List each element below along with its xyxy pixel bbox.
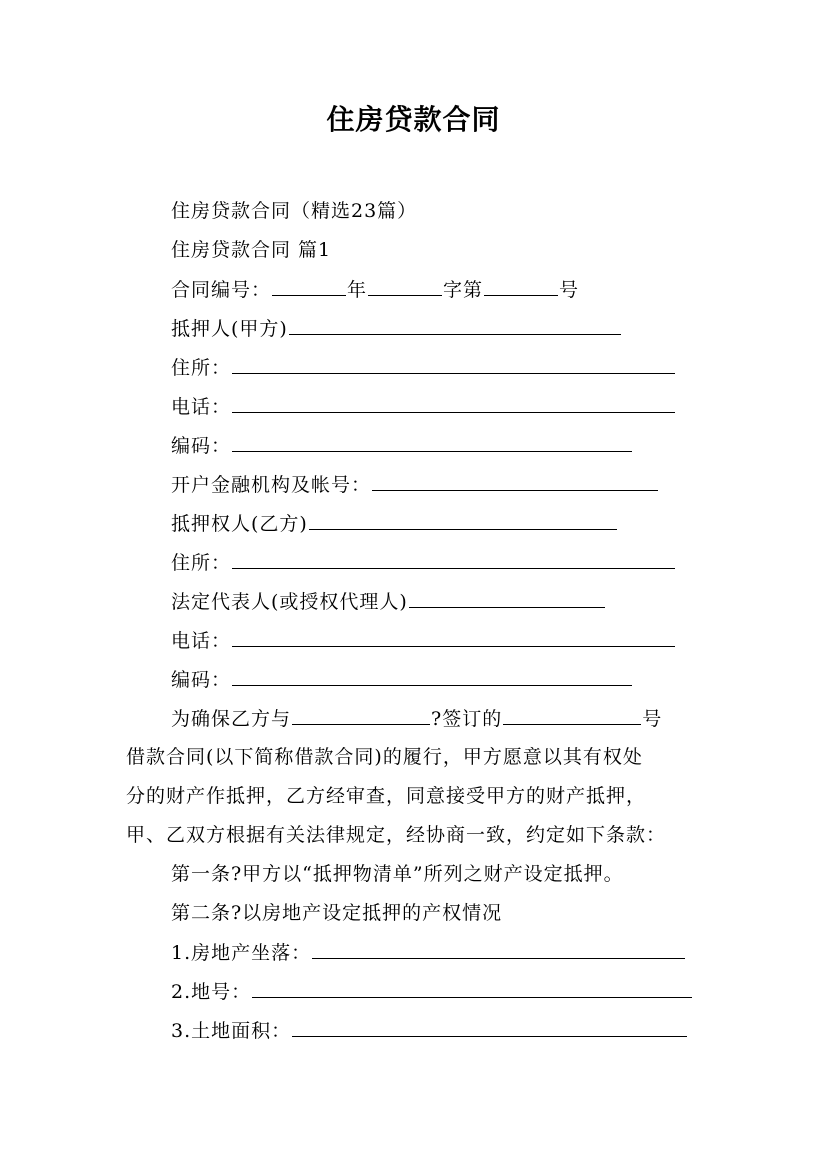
mortgagee-phone-label: 电话：	[171, 630, 232, 652]
item-3-blank	[292, 1016, 687, 1037]
mortgagor-line	[171, 314, 622, 343]
bank-account-label: 开户金融机构及帐号：	[171, 474, 372, 496]
mortgagee-postcode-label: 编码：	[171, 669, 232, 691]
item-2-label: 2.地号：	[171, 981, 252, 1003]
document-title: 住房贷款合同	[326, 103, 501, 136]
item-1-blank	[312, 938, 685, 959]
paragraph-1-part-a: 为确保乙方与	[171, 708, 292, 730]
legal-rep-line	[171, 587, 606, 616]
mortgagor-phone-blank	[232, 392, 675, 413]
mortgagee-blank	[309, 509, 617, 530]
mortgagor-postcode-blank	[232, 431, 632, 452]
item-1-line	[171, 938, 686, 967]
paragraph-1-part-b: ?签订的	[431, 708, 503, 730]
mortgagee-address-blank	[232, 548, 675, 569]
mortgagor-label: 抵押人(甲方)	[171, 318, 288, 340]
item-2-blank	[252, 977, 692, 998]
legal-rep-blank	[409, 587, 605, 608]
paragraph-1-line-1	[171, 704, 662, 733]
contract-number-zidi: 字第	[443, 279, 484, 301]
paragraph-1-line-4: 甲、乙双方根据有关法律规定，经协商一致，约定如下条款：	[126, 824, 667, 846]
section-heading: 住房贷款合同 篇1	[171, 239, 332, 261]
mortgagor-address-line	[171, 353, 676, 382]
contract-number-blank-3	[484, 275, 558, 296]
item-3-label: 3.土地面积：	[171, 1020, 292, 1042]
mortgagee-phone-line	[171, 626, 676, 655]
mortgagor-postcode-line	[171, 431, 633, 460]
mortgagee-line	[171, 509, 618, 538]
contract-number-hao: 号	[559, 279, 580, 301]
item-2-line	[171, 977, 693, 1006]
article-1: 第一条?甲方以“抵押物清单”所列之财产设定抵押。	[171, 863, 624, 885]
mortgagee-phone-blank	[232, 626, 675, 647]
paragraph-1-line-2: 借款合同(以下简称借款合同)的履行，甲方愿意以其有权处	[126, 746, 643, 768]
item-3-line	[171, 1016, 688, 1045]
paragraph-1-blank-2	[503, 704, 641, 725]
paragraph-1-line-3: 分的财产作抵押，乙方经审查，同意接受甲方的财产抵押，	[126, 785, 647, 807]
mortgagee-postcode-line	[171, 665, 633, 694]
contract-number-year: 年	[347, 279, 368, 301]
mortgagor-phone-label: 电话：	[171, 396, 232, 418]
mortgagee-address-line	[171, 548, 676, 577]
mortgagor-address-label: 住所：	[171, 357, 232, 379]
contract-number-line	[171, 275, 579, 304]
paragraph-1-part-c: 号	[642, 708, 663, 730]
mortgagor-address-blank	[232, 353, 675, 374]
bank-account-line	[171, 470, 659, 499]
mortgagee-label: 抵押权人(乙方)	[171, 513, 308, 535]
contract-number-label: 合同编号：	[171, 279, 272, 301]
mortgagee-address-label: 住所：	[171, 552, 232, 574]
mortgagor-phone-line	[171, 392, 676, 421]
legal-rep-label: 法定代表人(或授权代理人)	[171, 591, 408, 613]
mortgagor-blank	[289, 314, 621, 335]
item-1-label: 1.房地产坐落：	[171, 942, 312, 964]
subtitle: 住房贷款合同（精选23篇）	[171, 200, 418, 222]
mortgagee-postcode-blank	[232, 665, 632, 686]
paragraph-1-blank-1	[292, 704, 430, 725]
contract-number-blank-2	[368, 275, 442, 296]
mortgagor-postcode-label: 编码：	[171, 435, 232, 457]
bank-account-blank	[372, 470, 658, 491]
article-2: 第二条?以房地产设定抵押的产权情况	[171, 902, 503, 924]
contract-number-blank-1	[272, 275, 346, 296]
